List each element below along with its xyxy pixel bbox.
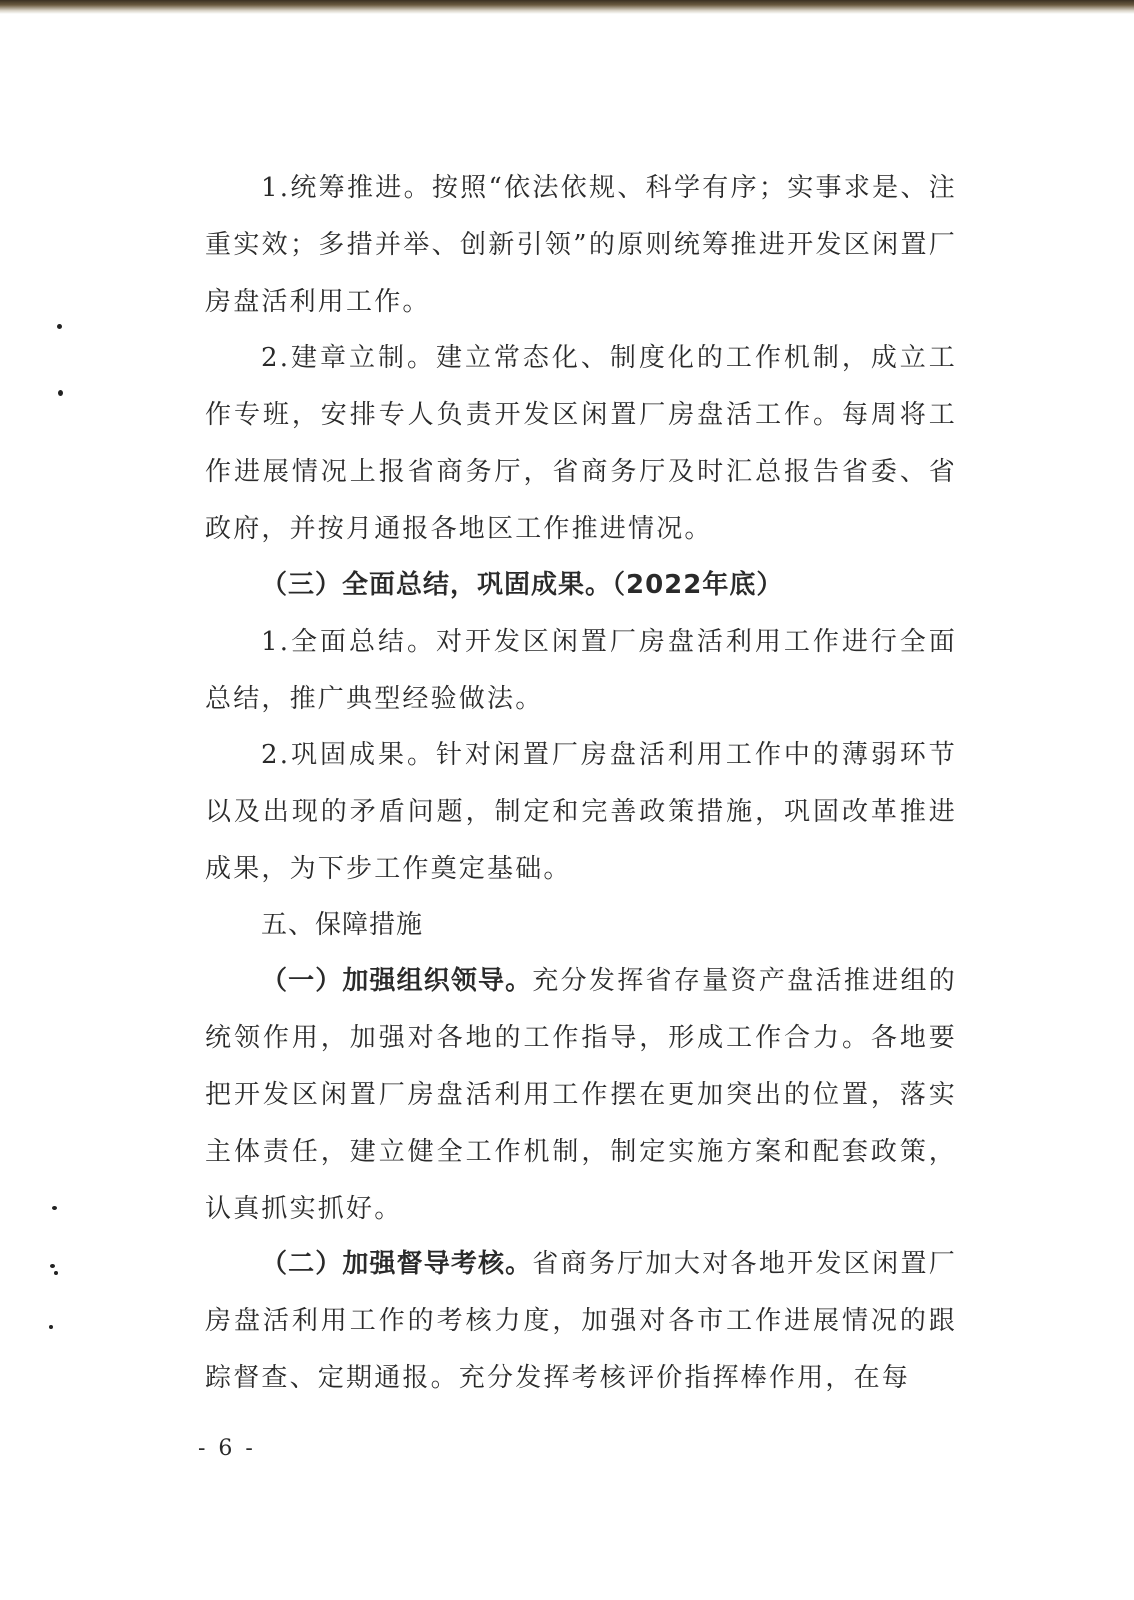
measure-organization-leadership — [205, 953, 957, 1238]
scan-speck — [49, 1325, 53, 1329]
measure-organization-leadership-lead: （一）加强组织领导。 — [261, 966, 533, 996]
scan-speck — [50, 1264, 55, 1268]
measure-supervision-assessment — [205, 1236, 957, 1407]
section-five-heading: 五、保障措施 — [261, 910, 424, 940]
scan-speck — [54, 1271, 58, 1275]
measure-supervision-assessment-lead: （二）加强督导考核。 — [261, 1249, 533, 1279]
paragraph-rules-system: 2.建章立制。建立常态化、制度化的工作机制，成立工作专班，安排专人负责开发区闲置厂房盘活工作。每周将工作进展情况上报省商务厅，省商务厅及时汇总报告省委、省政府，并按月通报各地区工作推进情况。 — [205, 343, 957, 544]
paragraph-comprehensive-summary: 1.全面总结。对开发区闲置厂房盘活利用工作进行全面总结，推广典型经验做法。 — [205, 627, 957, 714]
scan-speck — [57, 324, 62, 329]
scan-speck — [52, 1206, 57, 1210]
section-three-heading: （三）全面总结，巩固成果。（2022年底） — [261, 570, 784, 600]
scan-speck — [58, 390, 63, 396]
measure-organization-leadership-text: 充分发挥省存量资产盘活推进组的统领作用，加强对各地的工作指导，形成工作合力。各地要把开发区闲置厂房盘活利用工作摆在更加突出的位置，落实主体责任，建立健全工作机制，制定实施方案和配套政策，认真抓实抓好。 — [205, 966, 957, 1224]
page-number: - 6 - — [198, 1436, 256, 1461]
paragraph-overall-planning: 1.统筹推进。按照“依法依规、科学有序；实事求是、注重实效；多措并举、创新引领”的原则统筹推进开发区闲置厂房盘活利用工作。 — [205, 173, 957, 317]
measure-supervision-assessment-text: 省商务厅加大对各地开发区闲置厂房盘活利用工作的考核力度，加强对各市工作进展情况的跟踪督查、定期通报。充分发挥考核评价指挥棒作用，在每 — [205, 1249, 957, 1393]
paragraph-consolidate-results: 2.巩固成果。针对闲置厂房盘活利用工作中的薄弱环节以及出现的矛盾问题，制定和完善政策措施，巩固改革推进成果，为下步工作奠定基础。 — [205, 740, 957, 884]
